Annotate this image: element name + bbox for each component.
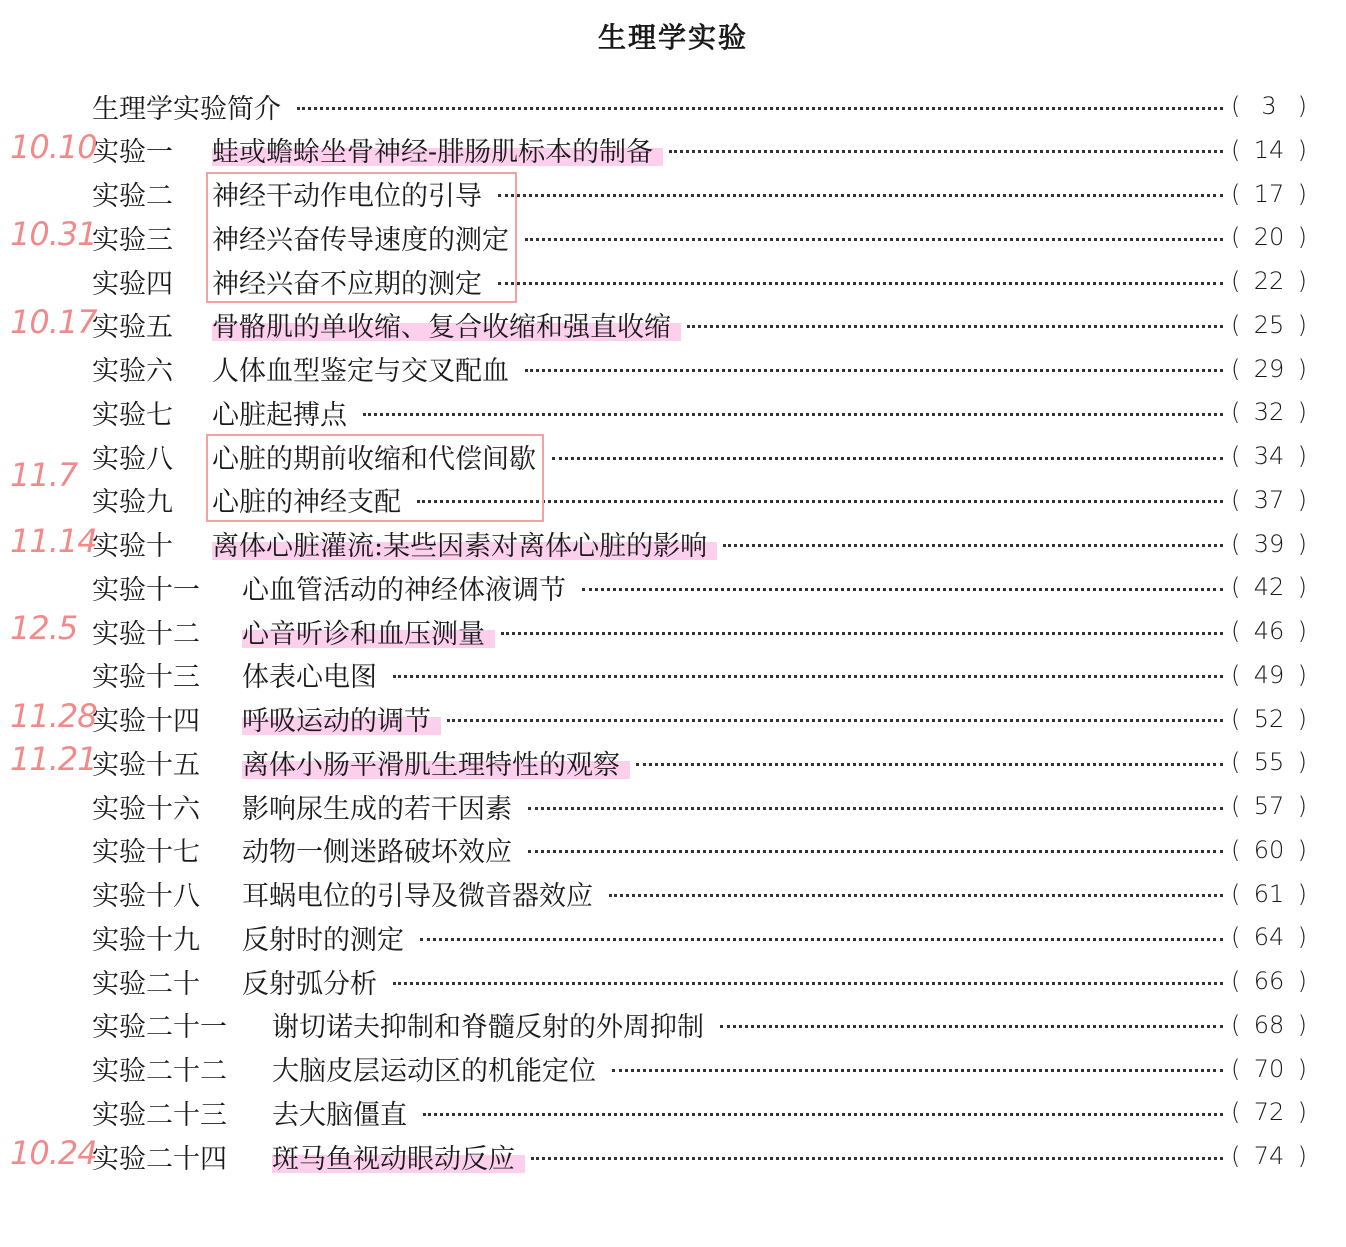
dot-leader	[420, 938, 1223, 941]
paren-close: )	[1297, 223, 1307, 252]
page-number: 70	[1253, 1054, 1285, 1083]
paren-open: (	[1231, 398, 1241, 427]
toc-entry-title: 离体心脏灌流:某些因素对离体心脏的影响	[212, 524, 717, 563]
dot-leader	[393, 982, 1223, 985]
toc-entry	[92, 524, 1307, 564]
paren-open: (	[1231, 879, 1241, 908]
toc-entry-title: 反射弧分析	[242, 968, 377, 1000]
toc-entry	[92, 961, 1307, 1001]
toc-entry-title: 呼吸运动的调节	[242, 699, 441, 738]
toc-entry-number: 实验二十	[92, 968, 200, 1000]
paren-close: )	[1297, 529, 1307, 558]
toc-entry	[92, 86, 1307, 126]
toc-entry	[92, 1005, 1307, 1045]
paren-open: (	[1231, 92, 1241, 120]
toc-entry-number: 实验八	[92, 443, 173, 475]
paren-close: )	[1297, 923, 1307, 952]
dot-leader	[582, 588, 1223, 591]
toc-entry-page	[1231, 398, 1307, 426]
paren-close: )	[1297, 267, 1307, 295]
toc-entry-title: 动物一侧迷路破坏效应	[242, 837, 512, 869]
toc-entry-page	[1231, 661, 1307, 689]
toc-entry-title: 离体小肠平滑肌生理特性的观察	[242, 743, 630, 782]
dot-leader	[501, 632, 1223, 635]
dot-leader	[363, 413, 1223, 416]
toc-entry-page	[1231, 1055, 1307, 1083]
page-number: 14	[1253, 135, 1285, 164]
handwritten-date-note: 10.10	[10, 127, 97, 166]
toc-entry-number: 实验三	[92, 224, 173, 256]
page-number: 68	[1253, 1010, 1285, 1039]
toc-entry	[92, 917, 1307, 957]
toc-entry	[92, 261, 1307, 301]
toc-entry-title: 蛙或蟾蜍坐骨神经-腓肠肌标本的制备	[212, 130, 663, 169]
dot-leader	[498, 194, 1223, 197]
toc-entry	[92, 1136, 1307, 1176]
toc-entry-page	[1231, 1098, 1307, 1126]
paren-open: (	[1231, 1098, 1241, 1127]
dot-leader	[393, 675, 1223, 678]
toc-entry-number: 实验十	[92, 531, 173, 562]
paren-open: (	[1231, 1054, 1241, 1083]
paren-close: )	[1297, 1142, 1307, 1170]
page-number: 57	[1253, 792, 1285, 820]
toc-entry-title: 人体血型鉴定与交叉配血	[212, 356, 509, 387]
toc-entry	[92, 742, 1307, 782]
toc-entry-page	[1231, 311, 1307, 339]
page-number: 3	[1261, 92, 1277, 120]
page-number: 46	[1253, 617, 1285, 645]
dot-leader	[552, 457, 1223, 460]
page-number: 25	[1253, 310, 1285, 339]
toc-entry-page	[1231, 355, 1307, 383]
paren-open: (	[1231, 967, 1241, 995]
toc-entry-number: 实验十五	[92, 749, 200, 781]
toc-entry	[92, 174, 1307, 214]
toc-entry-page	[1231, 530, 1307, 558]
toc-entry-page	[1231, 267, 1307, 295]
toc-entry-page	[1231, 486, 1307, 514]
toc-entry	[92, 305, 1307, 345]
toc-entry	[92, 699, 1307, 739]
toc-entry-number: 实验十二	[92, 618, 200, 650]
paren-close: )	[1297, 748, 1307, 777]
toc-entry-page	[1231, 573, 1307, 601]
paren-open: (	[1231, 135, 1241, 164]
handwritten-date-note: 11.28	[10, 696, 97, 735]
toc-entry-number: 实验十三	[92, 662, 200, 694]
toc-entry	[92, 655, 1307, 695]
page-number: 29	[1253, 354, 1285, 383]
toc-entry-number: 实验十四	[92, 706, 200, 737]
paren-close: )	[1297, 704, 1307, 733]
toc-entry-number: 实验六	[92, 356, 173, 387]
page-number: 20	[1253, 223, 1285, 252]
page-number: 72	[1253, 1098, 1285, 1127]
toc-entry-page	[1231, 967, 1307, 995]
paren-open: (	[1231, 617, 1241, 645]
paren-open: (	[1231, 310, 1241, 339]
paren-close: )	[1297, 92, 1307, 120]
toc-entry-number: 实验十八	[92, 881, 200, 912]
page-number: 32	[1253, 398, 1285, 427]
toc-entry-title: 心脏的神经支配	[212, 487, 401, 519]
dot-leader	[609, 894, 1223, 897]
dot-leader	[447, 719, 1223, 722]
paren-open: (	[1231, 267, 1241, 295]
toc-entry	[92, 830, 1307, 870]
paren-close: )	[1297, 135, 1307, 164]
toc-entry-title: 生理学实验简介	[92, 93, 281, 125]
page-number: 52	[1253, 704, 1285, 733]
paren-open: (	[1231, 179, 1241, 208]
page-number: 55	[1253, 748, 1285, 777]
paren-open: (	[1231, 923, 1241, 952]
toc-entry-page	[1231, 92, 1307, 120]
paren-close: )	[1297, 310, 1307, 339]
paren-close: )	[1297, 1010, 1307, 1039]
paren-close: )	[1297, 879, 1307, 908]
toc-entry-number: 实验九	[92, 487, 173, 519]
toc-entry-title: 体表心电图	[242, 662, 377, 694]
dot-leader	[687, 325, 1223, 328]
page-number: 39	[1253, 529, 1285, 558]
dot-leader	[498, 282, 1223, 285]
toc-entry-title: 神经干动作电位的引导	[212, 181, 482, 212]
page-number: 34	[1253, 442, 1285, 470]
toc-entry-title: 心血管活动的神经体液调节	[242, 574, 566, 606]
toc-entry-page	[1231, 617, 1307, 645]
paren-close: )	[1297, 354, 1307, 383]
toc-entry-number: 实验二十三	[92, 1099, 227, 1131]
toc-entry-page	[1231, 836, 1307, 864]
page-number: 17	[1253, 179, 1285, 208]
dot-leader	[669, 150, 1223, 153]
toc-entry-number: 实验十一	[92, 574, 200, 606]
toc-entry-title: 谢切诺夫抑制和脊髓反射的外周抑制	[272, 1012, 704, 1044]
page-number: 37	[1253, 485, 1285, 514]
page-number: 49	[1253, 660, 1285, 689]
dot-leader	[720, 1025, 1223, 1028]
paren-open: (	[1231, 704, 1241, 733]
toc-entry-number: 实验二十二	[92, 1056, 227, 1087]
page-number: 64	[1253, 923, 1285, 952]
toc-entry-title: 影响尿生成的若干因素	[242, 793, 512, 825]
toc-entry-number: 实验十七	[92, 837, 200, 869]
paren-open: (	[1231, 1010, 1241, 1039]
page-number: 42	[1253, 573, 1285, 602]
paren-open: (	[1231, 1142, 1241, 1170]
page-number: 66	[1253, 967, 1285, 995]
toc-entry	[92, 349, 1307, 389]
toc-entry-number: 实验十九	[92, 924, 200, 956]
toc-entry-title: 骨骼肌的单收缩、复合收缩和强直收缩	[212, 305, 681, 344]
dot-leader	[528, 807, 1223, 810]
dot-leader	[525, 238, 1223, 241]
toc-entry-page	[1231, 180, 1307, 208]
toc-entry-page	[1231, 136, 1307, 164]
toc-entry	[92, 786, 1307, 826]
dot-leader	[297, 107, 1223, 110]
toc-entry	[92, 611, 1307, 651]
dot-leader	[528, 850, 1223, 853]
paren-open: (	[1231, 748, 1241, 777]
paren-open: (	[1231, 792, 1241, 820]
paren-open: (	[1231, 442, 1241, 470]
toc-entry-number: 实验二十一	[92, 1012, 227, 1044]
toc-entry-title: 大脑皮层运动区的机能定位	[272, 1056, 596, 1087]
paren-close: )	[1297, 179, 1307, 208]
toc-entry-page	[1231, 748, 1307, 776]
handwritten-date-note: 12.5	[10, 609, 78, 647]
toc-entry-title: 心脏的期前收缩和代偿间歇	[212, 443, 536, 475]
toc-entry-number: 实验一	[92, 137, 173, 169]
toc-entry-title: 耳蜗电位的引导及微音器效应	[242, 881, 593, 912]
toc-entry-title: 斑马鱼视动眼动反应	[272, 1137, 525, 1176]
toc-entry	[92, 130, 1307, 170]
paren-close: )	[1297, 1098, 1307, 1127]
paren-open: (	[1231, 529, 1241, 558]
paren-open: (	[1231, 660, 1241, 689]
toc-entry	[92, 1092, 1307, 1132]
handwritten-date-note: 10.31	[10, 215, 97, 254]
toc-entry-page	[1231, 442, 1307, 470]
dot-leader	[417, 500, 1223, 503]
paren-close: )	[1297, 617, 1307, 645]
toc-entry	[92, 392, 1307, 432]
page-title: 生理学实验	[597, 21, 748, 54]
paren-open: (	[1231, 835, 1241, 864]
toc-entry	[92, 480, 1307, 520]
paren-close: )	[1297, 792, 1307, 820]
toc-entry-number: 实验二	[92, 181, 173, 212]
toc-entry-number: 实验十六	[92, 793, 200, 825]
paren-open: (	[1231, 573, 1241, 602]
handwritten-date-note: 11.21	[10, 740, 97, 779]
toc-entry-page	[1231, 1011, 1307, 1039]
toc-entry	[92, 217, 1307, 257]
handwritten-date-note: 10.24	[10, 1134, 97, 1172]
handwritten-date-note: 11.14	[10, 521, 97, 560]
handwritten-date-note: 10.17	[10, 302, 97, 341]
toc-entry-title: 反射时的测定	[242, 924, 404, 956]
toc-entry-page	[1231, 880, 1307, 908]
toc-entry	[92, 874, 1307, 914]
toc-entry-title: 神经兴奋不应期的测定	[212, 268, 482, 300]
toc-entry-title: 去大脑僵直	[272, 1099, 407, 1131]
toc-entry-number: 实验四	[92, 268, 173, 300]
toc-entry-number: 实验五	[92, 312, 173, 344]
toc-entry-number: 实验二十四	[92, 1143, 227, 1175]
toc-entry-page	[1231, 705, 1307, 733]
toc-entry-title: 神经兴奋传导速度的测定	[212, 224, 509, 256]
toc-entry-title: 心音听诊和血压测量	[242, 612, 495, 651]
page-number: 61	[1253, 879, 1285, 908]
toc-entry-page	[1231, 1142, 1307, 1170]
handwritten-date-note: 11.7	[10, 455, 78, 494]
page-number: 60	[1253, 835, 1285, 864]
dot-leader	[636, 763, 1223, 766]
paren-close: )	[1297, 485, 1307, 514]
toc-entry-number: 实验七	[92, 399, 173, 431]
dot-leader	[423, 1113, 1223, 1116]
paren-close: )	[1297, 660, 1307, 689]
page-number: 74	[1253, 1142, 1285, 1170]
paren-close: )	[1297, 442, 1307, 470]
paren-close: )	[1297, 835, 1307, 864]
toc-entry-page	[1231, 792, 1307, 820]
paren-close: )	[1297, 967, 1307, 995]
toc-entry	[92, 1049, 1307, 1089]
paren-open: (	[1231, 485, 1241, 514]
dot-leader	[723, 544, 1223, 547]
paren-close: )	[1297, 1054, 1307, 1083]
page-number: 22	[1253, 267, 1285, 295]
dot-leader	[612, 1069, 1223, 1072]
paren-close: )	[1297, 398, 1307, 427]
toc-entry	[92, 436, 1307, 476]
toc-entry-page	[1231, 223, 1307, 251]
paren-open: (	[1231, 354, 1241, 383]
dot-leader	[531, 1157, 1223, 1160]
toc-entry-title: 心脏起搏点	[212, 399, 347, 431]
paren-close: )	[1297, 573, 1307, 602]
paren-open: (	[1231, 223, 1241, 252]
toc-entry-page	[1231, 923, 1307, 951]
toc-entry	[92, 567, 1307, 607]
dot-leader	[525, 369, 1223, 372]
